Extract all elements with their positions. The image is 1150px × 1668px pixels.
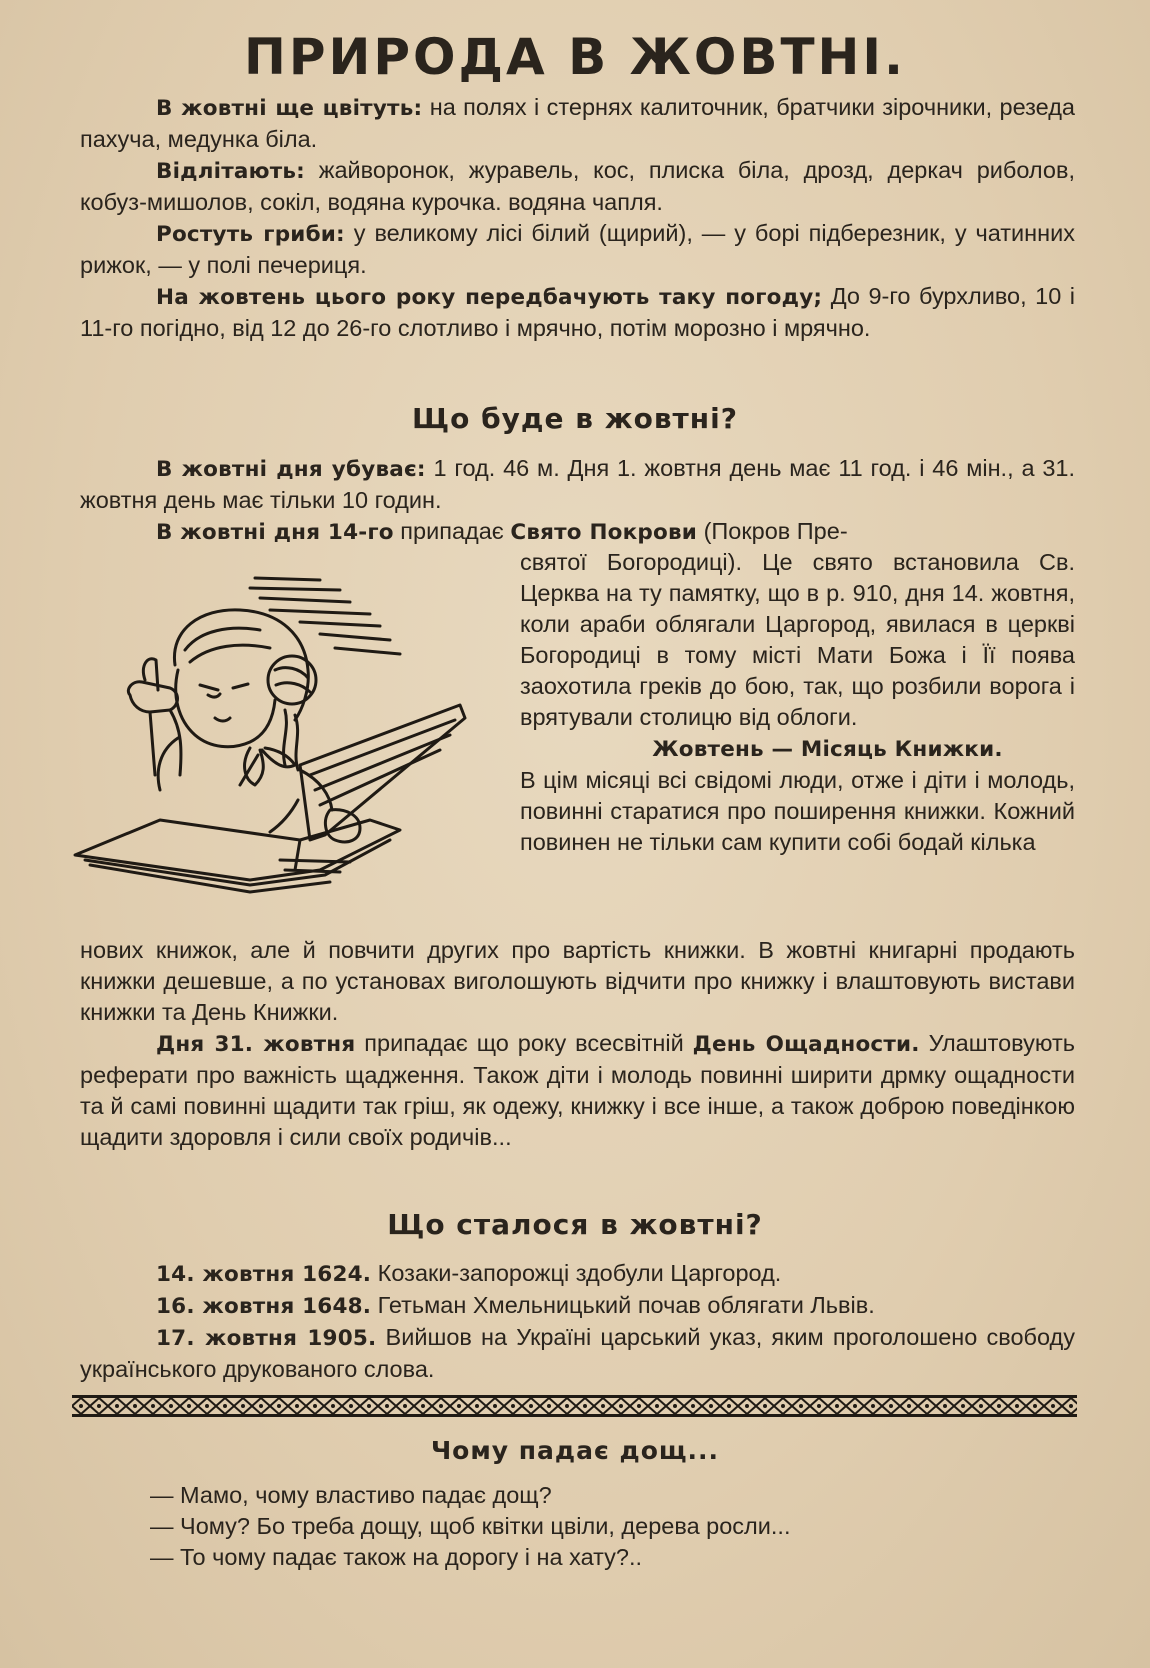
pokrova-text-b: (Покров Пре- <box>697 518 848 544</box>
event-date: 17. жовтня 1905. <box>156 1326 377 1351</box>
event-item <box>80 1290 1075 1322</box>
pokrova-column <box>520 547 1075 858</box>
ornamental-divider <box>72 1395 1077 1417</box>
savings-text-a: припадає що року всесвітній <box>355 1030 693 1056</box>
event-text: Козаки-запорожці здобули Царгород. <box>371 1260 782 1286</box>
book-month-full-text: нових книжок, але й повчити других про вартість книжки. В жовтні книгарні продають книжки дешевше, а по установах виголошують відчити про книжку і влаштовують вистави книжки та День Книжки. <box>80 937 1075 1025</box>
pokrova-story: святої Богородиці). Це свято встановила Св. Церква на ту памятку, що в р. 910, дня 14. жовтня, коли араби облягали Царгород, явилася в церкві Богородиці в тому місті Мати Божа і Її поява заохотила греків до бою, так, що розбили ворога і врятували столицю від облоги. <box>520 549 1075 730</box>
events-section <box>80 1258 1075 1385</box>
event-date: 14. жовтня 1624. <box>156 1262 372 1287</box>
pokrova-date-label: В жовтні дня 14-го <box>156 520 394 545</box>
weather-text: До 9-го бурхливо, 10 і 11-го погідно, від 12 до 26-го слотливо і мрячно, потім морозно і мрячно. <box>80 283 1076 341</box>
rain-dialogue <box>150 1480 790 1573</box>
pokrova-text-a: припадає <box>393 518 511 544</box>
event-date: 16. жовтня 1648. <box>156 1294 372 1319</box>
book-month-label: Жовтень — Місяць Книжки. <box>652 737 1003 762</box>
book-month-column-text: В цім місяці всі свідомі люди, отже і діти і молодь, повинні старатися про поширення книжки. Кожний повинен не тільки сам купити собі бодай кілька <box>520 767 1075 855</box>
event-item <box>80 1258 1075 1290</box>
pokrova-intro <box>80 516 1075 548</box>
migrating-label: Відлітають: <box>156 159 305 184</box>
blooming-paragraph <box>80 92 1075 155</box>
blooming-label: В жовтні ще цвітуть: <box>156 96 423 121</box>
dialogue-line: — Мамо, чому властиво падає дощ? <box>150 1482 552 1508</box>
mushrooms-paragraph <box>80 218 1075 281</box>
dialogue-line: — То чому падає також на дорогу і на хату?.. <box>150 1544 643 1570</box>
event-text: Вийшов на Україні царський указ, яким проголошено свободу українського друкованого слова. <box>80 1324 1076 1382</box>
event-item <box>80 1322 1075 1385</box>
blooming-text: на полях і стернях калиточник, братчики зірочники, резеда пахуча, медунка біла. <box>80 94 1075 152</box>
book-month-heading-line <box>520 733 1075 765</box>
daylight-text: 1 год. 46 м. Дня 1. жовтня день має 11 год. і 46 мін., а 31. жовтня день має тільки 10 годин. <box>80 455 1075 513</box>
nature-section <box>80 92 1075 344</box>
savings-day-paragraph <box>80 1028 1075 1153</box>
savings-date-label: Дня 31. жовтня <box>156 1032 356 1057</box>
migrating-text: жайворонок, журавель, кос, плиска біла, дрозд, деркач риболов, кобуз-мишолов, сокіл, водяна курочка. водяна чапля. <box>80 157 1075 215</box>
section-heading-why-rain: Чому падає дощ... <box>430 1436 720 1465</box>
event-text: Гетьман Хмельницький почав облягати Львів. <box>371 1292 875 1318</box>
pokrova-holiday-label: Свято Покрови <box>510 520 698 545</box>
girl-reading-book-illustration <box>70 570 500 910</box>
page-title: ПРИРОДА В ЖОВТНІ. <box>243 28 906 86</box>
weather-label: На жовтень цього року передбачують таку погоду; <box>156 285 823 310</box>
migrating-paragraph <box>80 155 1075 218</box>
daylight-paragraph <box>80 453 1075 516</box>
section-heading-what-happened: Що сталося в жовтні? <box>387 1208 763 1241</box>
mushrooms-text: у великому лісі білий (щирий), — у борі підберезник, у чатинних рижок, — у полі печериця. <box>80 220 1076 278</box>
mushrooms-label: Ростуть гриби: <box>156 222 345 247</box>
weather-paragraph <box>80 281 1075 344</box>
dialogue-line: — Чому? Бо треба дощу, щоб квітки цвіли, дерева росли... <box>150 1513 791 1539</box>
savings-day-label: День Ощадности. <box>692 1032 920 1057</box>
section-heading-what-will-be: Що буде в жовтні? <box>412 402 738 435</box>
book-month-section <box>80 935 1075 1153</box>
days-section <box>80 453 1075 548</box>
daylight-label: В жовтні дня убуває: <box>156 457 426 482</box>
savings-text-b: Улаштовують реферати про важність щадження. Також діти і молодь повинні ширити дрмку ощадности та й самі повинні щадити так гріш, як одежу, книжку і все інше, а також доброю поведінкою щадити здоровля і сили своїх родичів... <box>80 1030 1075 1150</box>
